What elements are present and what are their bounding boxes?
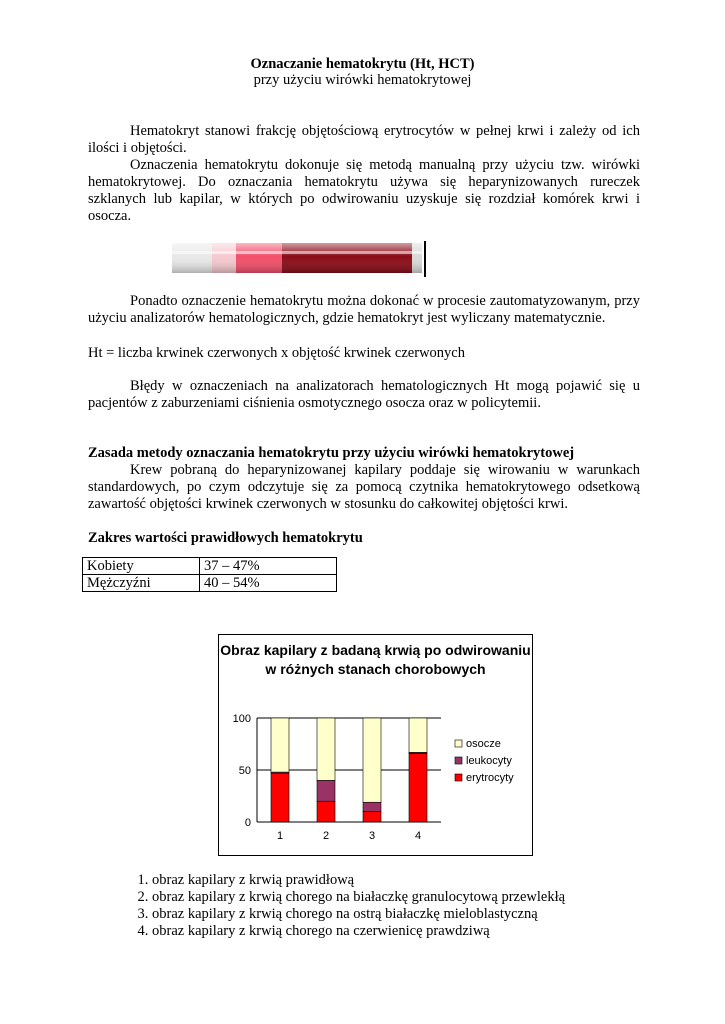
x-tick-label: 4 — [414, 830, 422, 842]
hematocrit-chart — [218, 634, 533, 856]
bar-segment-leukocyty — [317, 780, 335, 801]
bar-segment-erytrocyty — [363, 812, 381, 822]
y-tick-label: 0 — [244, 817, 251, 829]
legend-label: osocze — [466, 738, 501, 750]
chart-notes-list — [112, 872, 565, 940]
legend-label: leukocyty — [466, 755, 512, 767]
formula-line: Ht = liczba krwinek czerwonych x objętość krwinek czerwonych — [88, 345, 465, 361]
bar-segment-leukocyty — [363, 802, 381, 811]
method-heading: Zasada metody oznaczania hematokrytu przy użyciu wirówki hematokrytowej — [88, 445, 575, 461]
reference-ranges-table — [82, 557, 337, 592]
bar-segment-osocze — [409, 718, 427, 752]
legend-swatch-erytrocyty — [455, 774, 462, 781]
list-item: 3. obraz kapilary z krwią chorego na ostrą białaczkę mieloblastyczną — [152, 906, 565, 923]
chart-plot — [219, 635, 532, 855]
value-cell: 40 – 54% — [200, 575, 337, 592]
paragraph-definition: Hematokryt stanowi frakcję objętościową erytrocytów w pełnej krwi i zależy od ich ilości i objętości. — [88, 123, 640, 156]
group-cell: Mężczyźni — [83, 575, 200, 592]
document-title: Oznaczanie hematokrytu (Ht, HCT) — [250, 56, 475, 72]
legend-label: erytrocyty — [466, 772, 514, 784]
paragraph-manual-method: Oznaczenia hematokrytu dokonuje się metodą manualną przy użyciu tzw. wirówki hematokrytowej. Do oznaczania hematokrytu używa się heparynizowanych rureczek szklanych lub kapilar, w których po odwirowaniu uzyskuje się rozdział komórek krwi i osocza. — [88, 157, 640, 224]
x-tick-label: 2 — [322, 830, 330, 842]
bar-segment-osocze — [363, 718, 381, 802]
document-subtitle: przy użyciu wirówki hematokrytowej — [253, 72, 472, 88]
paragraph-errors: Błędy w oznaczeniach na analizatorach hematologicznych Ht mogą pojawić się u pacjentów z zaburzeniami ciśnienia osmotycznego osocza oraz w policytemii. — [88, 378, 640, 411]
group-cell: Kobiety — [83, 558, 200, 575]
x-tick-label: 3 — [368, 830, 376, 842]
legend-swatch-osocze — [455, 740, 462, 747]
value-cell: 37 – 47% — [200, 558, 337, 575]
bar-segment-erytrocyty — [271, 773, 289, 822]
list-item: 1. obraz kapilary z krwią prawidłową — [152, 872, 565, 889]
bar-segment-osocze — [317, 718, 335, 780]
ranges-heading: Zakres wartości prawidłowych hematokrytu — [88, 530, 363, 546]
bar-segment-osocze — [271, 718, 289, 772]
method-text: Krew pobraną do heparynizowanej kapilary poddaje się wirowaniu w warunkach standardowych, po czym odczytuje się za pomocą czytnika hematokrytowego odsetkową zawartość objętości krwinek czerwonych w stosunku do całkowitej objętości krwi. — [88, 462, 640, 512]
table-row — [83, 558, 337, 575]
bar-segment-erytrocyty — [317, 801, 335, 822]
x-tick-label: 1 — [276, 830, 284, 842]
list-item: 4. obraz kapilary z krwią chorego na czerwienicę prawdziwą — [152, 923, 565, 940]
paragraph-automated: Ponadto oznaczenie hematokrytu można dokonać w procesie zautomatyzowanym, przy użyciu analizatorów hematologicznych, gdzie hematokryt jest wyliczany matematycznie. — [88, 293, 640, 326]
y-tick-label: 100 — [232, 713, 251, 725]
list-item: 2. obraz kapilary z krwią chorego na białaczkę granulocytową przewlekłą — [152, 889, 565, 906]
legend-swatch-leukocyty — [455, 757, 462, 764]
bar-segment-erytrocyty — [409, 753, 427, 822]
y-tick-label: 50 — [238, 765, 251, 777]
capillary-tube-image — [172, 237, 432, 279]
chart-title: Obraz kapilary z badaną krwią po odwirowaniu w różnych stanach chorobowych — [220, 642, 531, 677]
table-row — [83, 575, 337, 592]
